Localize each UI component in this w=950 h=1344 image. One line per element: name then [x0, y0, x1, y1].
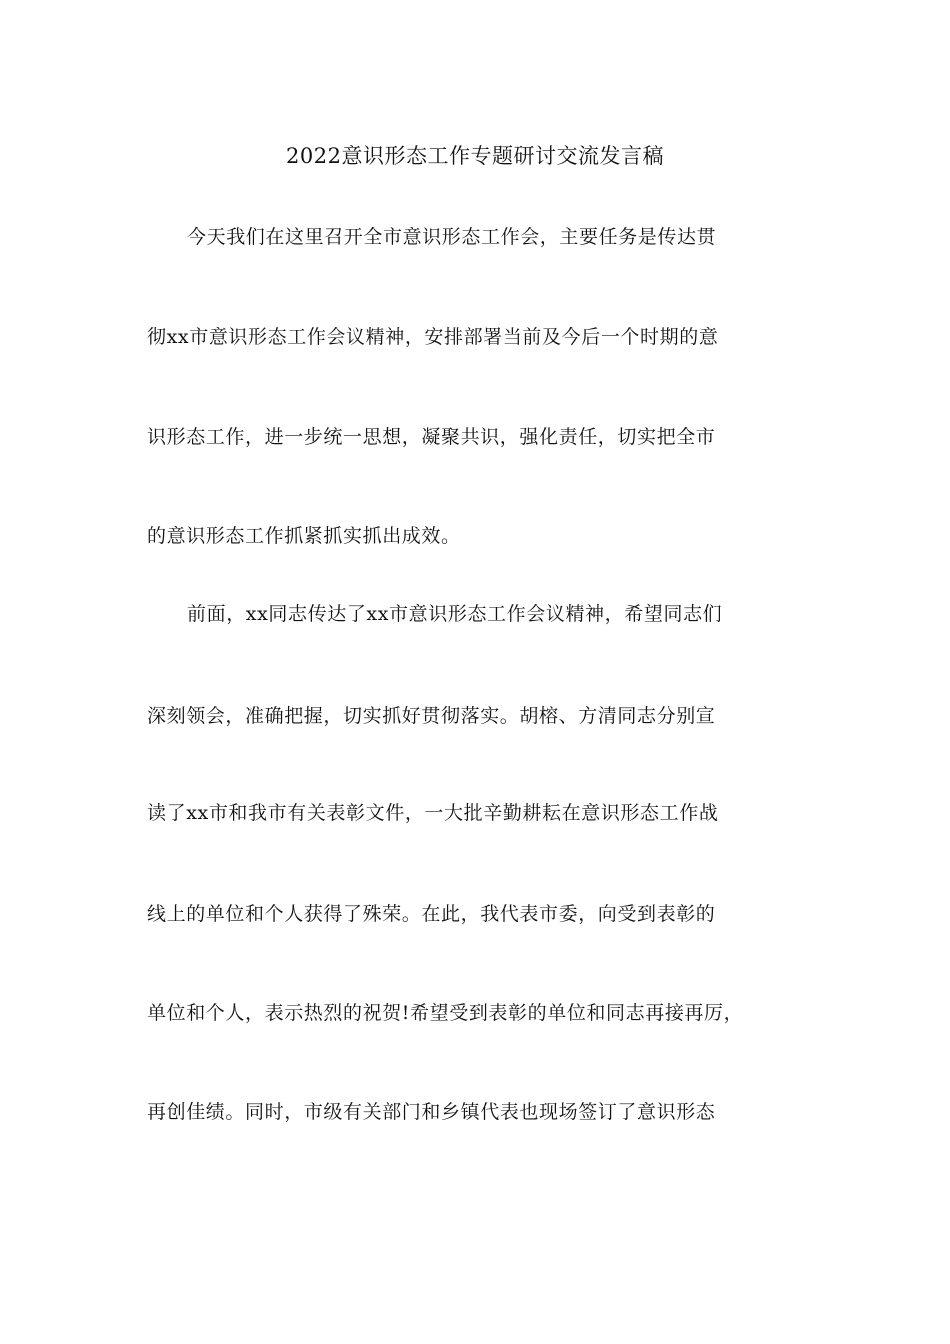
paragraph-1-line-3: 识形态工作，进一步统一思想，凝聚共识，强化责任，切实把全市	[147, 426, 716, 448]
paragraph-2-line-3: 读了xx市和我市有关表彰文件，一大批辛勤耕耘在意识形态工作战	[147, 802, 719, 824]
paragraph-2-line-6: 再创佳绩。同时，市级有关部门和乡镇代表也现场签订了意识形态	[147, 1101, 716, 1123]
paragraph-1-line-1: 今天我们在这里召开全市意识形态工作会，主要任务是传达贯	[187, 226, 717, 248]
paragraph-2-line-2: 深刻领会，准确把握，切实抓好贯彻落实。胡榕、方清同志分别宣	[147, 705, 716, 727]
paragraph-1-line-4: 的意识形态工作抓紧抓实抓出成效。	[147, 525, 461, 547]
document-title: 2022意识形态工作专题研讨交流发言稿	[286, 144, 664, 168]
paragraph-2-line-4: 线上的单位和个人获得了殊荣。在此，我代表市委，向受到表彰的	[147, 903, 716, 925]
paragraph-1-line-2: 彻xx市意识形态工作会议精神，安排部署当前及今后一个时期的意	[147, 326, 719, 348]
paragraph-2-line-5: 单位和个人，表示热烈的祝贺!希望受到表彰的单位和同志再接再厉，	[147, 1002, 744, 1024]
paragraph-2-line-1: 前面，xx同志传达了xx市意识形态工作会议精神，希望同志们	[187, 603, 723, 625]
